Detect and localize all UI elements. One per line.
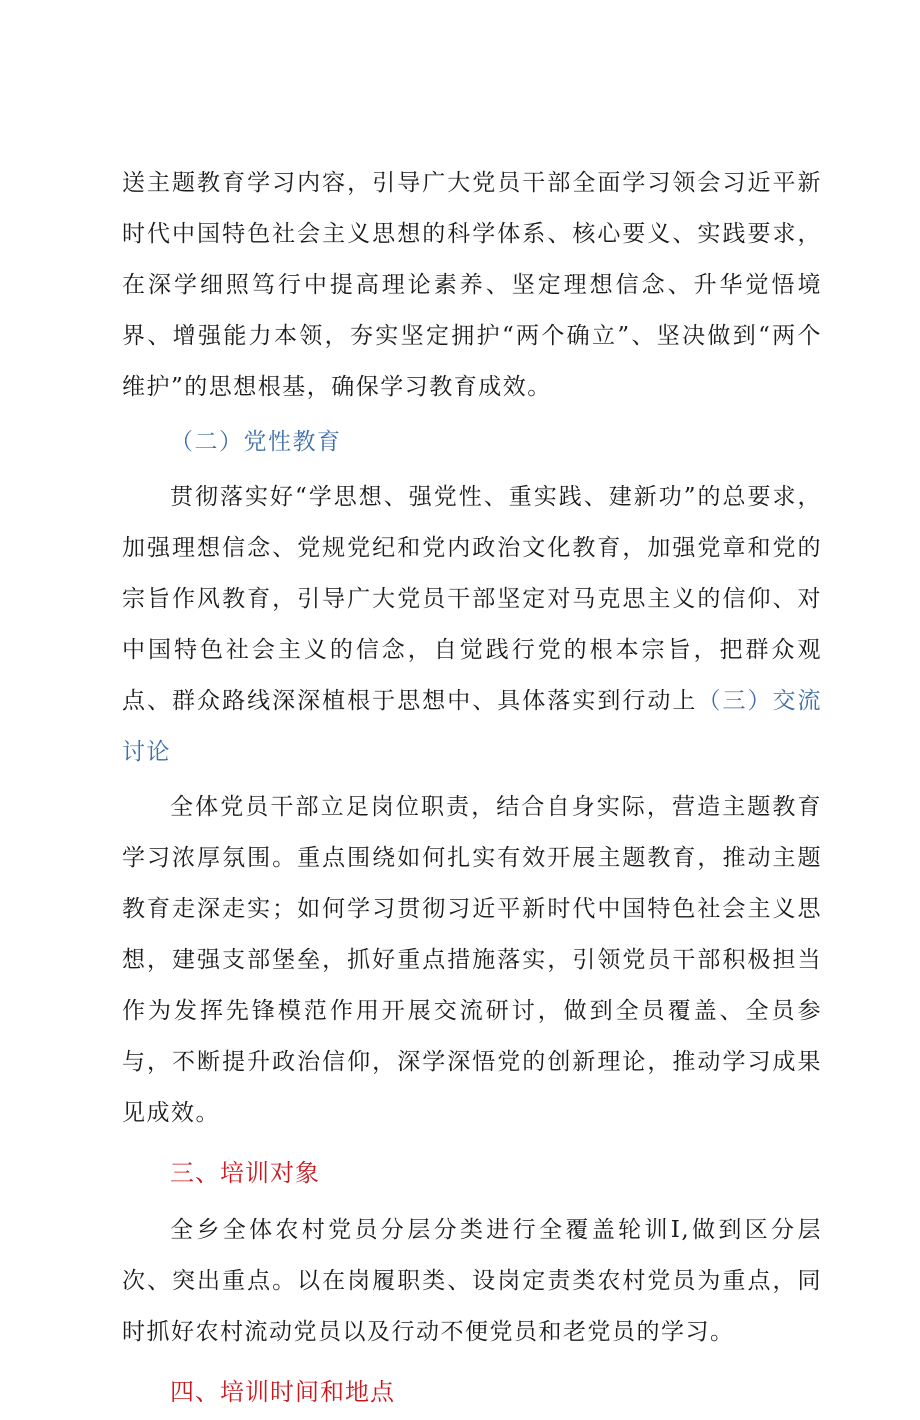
document-body: [122, 158, 822, 1420]
section-title-training-time-place: 四、培训时间和地点: [170, 1378, 395, 1406]
paragraph-continuation: 送主题教育学习内容，引导广大党员干部全面学习领会习近平新时代中国特色社会主义思想的科学体系、核心要义、实践要求，在深学细照笃行中提高理论素养、坚定理想信念、升华觉悟境界、增强能力本领，夯实坚定拥护“两个确立”、坚决做到“两个维护”的思想根基，确保学习教育成效。: [122, 170, 822, 400]
paragraph-discussion: 全体党员干部立足岗位职责，结合自身实际，营造主题教育学习浓厚氛围。重点围绕如何扎实有效开展主题教育，推动主题教育走深走实；如何学习贯彻习近平新时代中国特色社会主义思想，建强支部堡垒，抓好重点措施落实，引领党员干部积极担当作为发挥先锋模范作用开展交流研讨，做到全员覆盖、全员参与，不断提升政治信仰，深学深悟党的创新理论，推动学习成果见成效。: [122, 794, 822, 1126]
section-title-training-targets: 三、培训对象: [170, 1159, 320, 1187]
subheading-discussion: （三）交流讨论: [122, 688, 823, 765]
paragraph-party-education: [122, 472, 822, 778]
subheading-party-education: （二）党性教育: [170, 429, 342, 455]
paragraph-party-education-text: 贯彻落实好“学思想、强党性、重实践、建新功”的总要求，加强理想信念、党规党纪和党内政治文化教育，加强党章和党的宗旨作风教育，引导广大党员干部坚定对马克思主义的信仰、对中国特色社会主义的信念，自觉践行党的根本宗旨，把群众观点、群众路线深深植根于思想中、具体落实到行动上: [122, 484, 822, 714]
paragraph-training-targets: 全乡全体农村党员分层分类进行全覆盖轮训I,做到区分层次、突出重点。以在岗履职类、设岗定责类农村党员为重点，同时抓好农村流动党员以及行动不便党员和老党员的学习。: [122, 1217, 822, 1345]
